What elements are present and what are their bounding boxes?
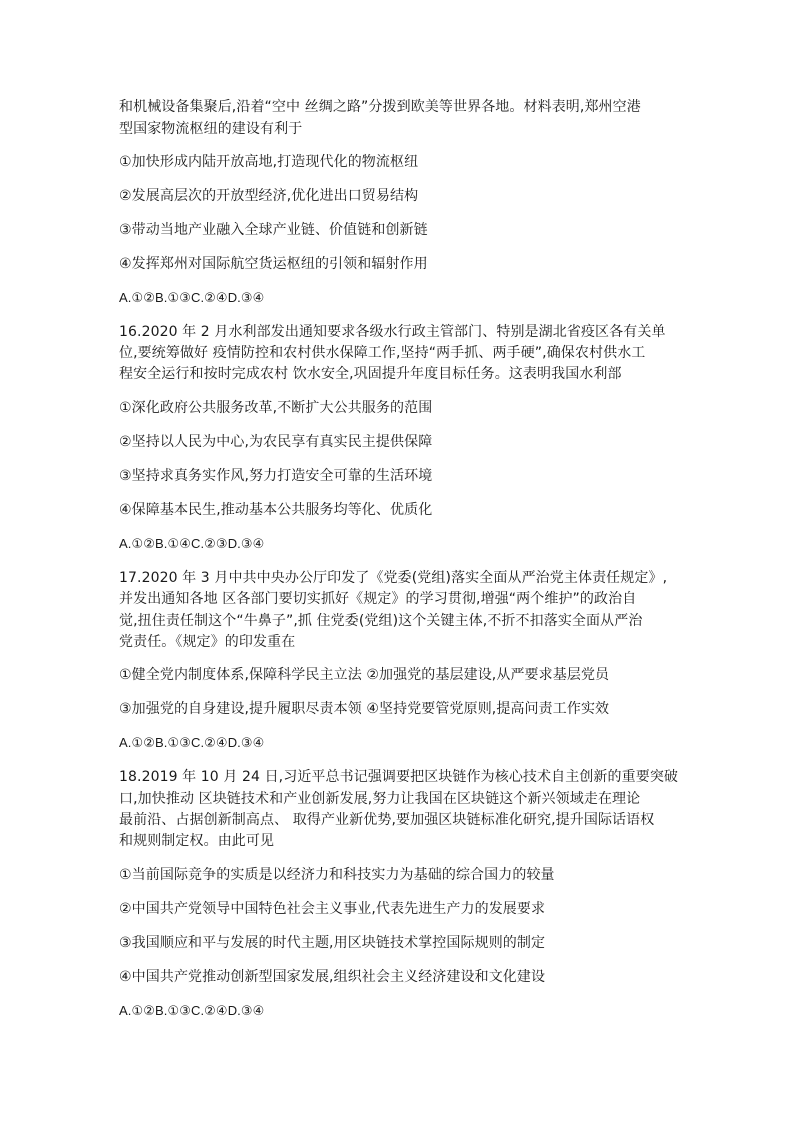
q17-stem-line-3: 觉,扭住责任制这个“牛鼻子”,抓 住党委(党组)这个关键主体,不折不扣落实全面从严治 — [119, 613, 643, 629]
q17-answer-choices: A.①②B.①③C.②④D.③④ — [119, 735, 265, 750]
q16-option-3: ③坚持求真务实作风,努力打造安全可靠的生活环境 — [119, 468, 433, 484]
q18-option-4: ④中国共产党推动创新型国家发展,组织社会主义经济建设和文化建设 — [119, 969, 546, 985]
q18-stem-line-4: 和规则制定权。由此可见 — [119, 833, 275, 849]
q17-option-row-1: ①健全党内制度体系,保障科学民主立法 ②加强党的基层建设,从严要求基层党员 — [119, 667, 610, 683]
q17-stem-line-1: 17.2020 年 3 月中共中央办公厅印发了《党委(党组)落实全面从严治党主体责任规定》, — [119, 570, 668, 586]
q17-stem-line-2: 并发出通知各地 区各部门要切实抓好《规定》的学习贯彻,增强“两个维护”的政治自 — [119, 591, 637, 607]
q18-option-1: ①当前国际竞争的实质是以经济力和科技实力为基础的综合国力的较量 — [119, 867, 555, 883]
q18-option-3: ③我国顺应和平与发展的时代主题,用区块链技术掌控国际规则的制定 — [119, 935, 546, 951]
q18-answer-choices: A.①②B.①③C.②④D.③④ — [119, 1003, 265, 1018]
q16-option-1: ①深化政府公共服务改革,不断扩大公共服务的范围 — [119, 400, 433, 416]
q16-stem-line-2: 位,要统筹做好 疫情防控和农村供水保障工作,坚持“两手抓、两手硬”,确保农村供水工 — [119, 345, 646, 361]
q17-option-row-2: ③加强党的自身建设,提升履职尽责本领 ④坚持党要管党原则,提高问责工作实效 — [119, 701, 610, 717]
q15-stem-line-2: 型国家物流枢纽的建设有利于 — [119, 121, 303, 137]
q16-option-2: ②坚持以人民为中心,为农民享有真实民主提供保障 — [119, 434, 433, 450]
q16-stem-line-1: 16.2020 年 2 月水利部发出通知要求各级水行政主管部门、特别是湖北省疫区各有关单 — [119, 324, 666, 340]
q15-stem-line-1: 和机械设备集聚后,沿着“空中 丝绸之路”分拨到欧美等世界各地。材料表明,郑州空港 — [119, 99, 641, 115]
q16-option-4: ④保障基本民生,推动基本公共服务均等化、优质化 — [119, 502, 433, 518]
q18-stem-line-1: 18.2019 年 10 月 24 日,习近平总书记强调要把区块链作为核心技术自主创新的重要突破 — [119, 769, 679, 785]
q15-option-4: ④发挥郑州对国际航空货运枢纽的引领和辐射作用 — [119, 256, 428, 272]
q18-option-2: ②中国共产党领导中国特色社会主义事业,代表先进生产力的发展要求 — [119, 901, 546, 917]
q17-stem-line-4: 党责任。《规定》的印发重在 — [119, 634, 296, 650]
q15-option-2: ②发展高层次的开放型经济,优化进出口贸易结构 — [119, 188, 419, 204]
q15-option-1: ①加快形成内陆开放高地,打造现代化的物流枢纽 — [119, 154, 419, 170]
q15-option-3: ③带动当地产业融入全球产业链、价值链和创新链 — [119, 222, 428, 238]
q15-answer-choices: A.①②B.①③C.②④D.③④ — [119, 290, 265, 305]
q16-answer-choices: A.①②B.①④C.②③D.③④ — [119, 536, 265, 551]
q18-stem-line-3: 最前沿、占据创新制高点、 取得产业新优势,要加强区块链标准化研究,提升国际话语权 — [119, 812, 655, 828]
q16-stem-line-3: 程安全运行和按时完成农村 饮水安全,巩固提升年度目标任务。这表明我国水利部 — [119, 366, 622, 382]
q18-stem-line-2: 口,加快推动 区块链技术和产业创新发展,努力让我国在区块链这个新兴领域走在理论 — [119, 791, 641, 807]
